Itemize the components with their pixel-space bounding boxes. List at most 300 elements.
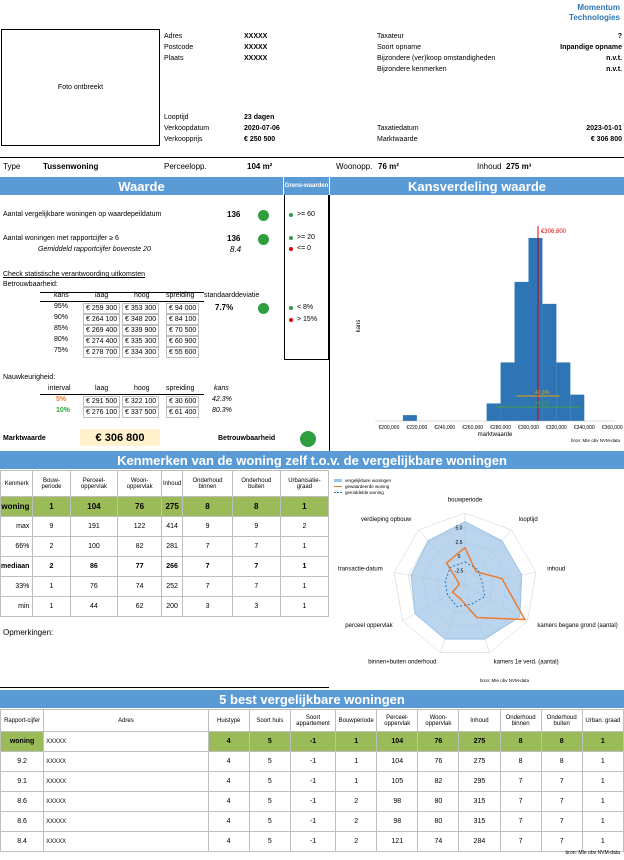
table-cell: -1 [290,752,335,772]
column-header: Rapport-cijfer [1,710,44,732]
kansverdeling-chart [330,196,624,450]
table-row [1,792,624,812]
table-cell: 1 [336,732,377,752]
gemiddeld-value: 8.4 [230,245,242,254]
column-header: Urbanisatie-graad [280,471,328,497]
x-tick-label: €240,000 [434,425,456,431]
verkoopprijs-label: Verkoopprijs [164,136,203,143]
col-header-laag: laag [95,292,109,299]
table-cell: XXXXX [44,732,208,752]
table-cell: € 348 200 [122,314,159,325]
table-cell: 1 [336,752,377,772]
table-row [1,597,329,617]
opname-label: Soort opname [377,44,421,51]
table-cell: 80 [418,792,459,812]
table-cell: 80% [54,336,69,343]
check-label: Check statistische verantwoording uitkomsten [3,271,146,278]
inhoud-value: 275 m³ [506,162,532,171]
table-cell: 5% [56,396,67,403]
table-cell: 4 [208,812,249,832]
grens1: >= 60 [297,211,315,218]
table-cell: 105 [377,772,418,792]
table-cell: min [1,597,33,617]
radar-axis-label: binnen+buiten onderhoud [368,659,437,666]
x-tick-label: €300,000 [518,425,539,431]
histogram-bar [501,362,515,421]
green-dot-icon [289,236,293,240]
radar-chart [330,470,624,688]
table-cell: € 337 500 [122,407,159,418]
perceel-label: Perceelopp. [164,162,207,171]
inhoud-label: Inhoud [477,162,502,171]
column-header: Onderhoud buiten [541,710,582,732]
column-header: Perceel-oppervlak [70,471,118,497]
photo-placeholder [1,29,160,146]
table-cell: -1 [290,832,335,852]
table-cell: 8.4 [1,832,44,852]
table-cell: 8 [232,497,280,517]
table-cell: 9.2 [1,752,44,772]
radar-axis-label: inhoud [547,566,566,573]
kenmerken-value: n.v.t. [606,66,622,73]
red-dot-icon [289,247,293,251]
x-tick-label: €260,000 [462,425,484,431]
column-header: Inhoud [161,471,182,497]
column-header: Onderhoud binnen [500,710,541,732]
table-cell: 1 [33,597,70,617]
marktwaarde-marker-label: €306,800 [540,229,567,235]
table-cell: woning [1,497,33,517]
table-cell: € 335 300 [122,336,159,347]
table-header-row [1,471,329,497]
table-cell: 7 [541,832,582,852]
status-dot-green [258,210,269,221]
table-cell: 122 [118,517,162,537]
opmerkingen-label: Opmerkingen: [3,628,54,637]
divider [329,195,330,451]
table-cell: 200 [161,597,182,617]
table-cell: 5 [249,732,290,752]
table-cell: 7 [500,772,541,792]
column-header: Adres [44,710,208,732]
table-cell: 4 [208,832,249,852]
status-dot-green [258,303,269,314]
divider [284,359,330,360]
legend-label: gewaardeerde woning [345,484,390,489]
table-cell: 10% [56,407,71,414]
column-header: Kenmerk [1,471,33,497]
radar-tick-label: -2.5 [454,568,464,575]
table-cell: max [1,517,33,537]
table-cell: € 70 500 [166,325,199,336]
col-header-kans: kans [214,385,229,392]
waarde-header [0,177,283,195]
col-header-spreiding: spreiding [166,385,195,392]
table-row [1,752,624,772]
table-cell: 5 [249,792,290,812]
table-cell: -1 [290,812,335,832]
address-label: Adres [164,33,183,40]
vergelijkbaar-label: Aantal vergelijkbare woningen op waardepeildatum [3,211,162,218]
col-header-kans: kans [54,292,69,299]
marktwaarde-top-label: Marktwaarde [377,136,418,143]
histogram-bar [515,282,529,421]
radar-tick-label: 2.5 [455,539,463,546]
table-cell: 8 [541,732,582,752]
divider [40,394,204,395]
table-cell: 77 [118,557,162,577]
table-row [1,537,329,557]
table-cell: € 259 300 [83,303,120,314]
table-cell: 95% [54,303,69,310]
table-cell: 42.3% [212,396,232,403]
table-cell: € 353 300 [122,303,159,314]
table-cell: 2 [336,832,377,852]
table-cell: 7 [232,557,280,577]
betrouwbaarheid2-label: Betrouwbaarheid [218,435,276,442]
chart-source: bron: MIe obv NVM-data [480,678,530,683]
table-cell: 33% [1,577,33,597]
table-cell: € 61 400 [166,407,199,418]
table-cell: 8 [500,752,541,772]
table-cell: 7 [183,537,232,557]
address-block [164,31,267,64]
table-cell: € 264 100 [83,314,120,325]
table-cell: 8 [541,752,582,772]
table-cell: € 278 700 [83,347,120,358]
looptijd-value: 23 dagen [244,114,275,121]
table-cell: 3 [183,597,232,617]
interval-label: 80.3% [534,401,550,407]
radar-axis-label: transactie-datum [338,566,383,573]
table-cell: 7 [183,577,232,597]
col-header-interval: interval [48,385,71,392]
table-cell: 121 [377,832,418,852]
brand-logo [569,3,620,23]
table-cell: 98 [377,812,418,832]
table-cell: 1 [582,752,623,772]
table-cell: 2 [336,792,377,812]
plaats-label: Plaats [164,55,184,62]
table-cell: mediaan [1,557,33,577]
table-cell: 1 [33,497,70,517]
legend-label: vergelijkbare woningen [345,478,392,483]
table-cell: 191 [70,517,118,537]
table-cell: 1 [280,497,328,517]
table-cell: 85% [54,325,69,332]
table-cell: 1 [582,772,623,792]
table-cell: 7 [232,537,280,557]
table-cell: 275 [161,497,182,517]
grens3: < 8% [297,304,314,311]
verkoopdatum-value: 2020-07-06 [244,125,280,132]
column-header: Soort huis [249,710,290,732]
table-cell: XXXXX [44,772,208,792]
survey-block [377,31,622,75]
taxatiedatum-value: 2023-01-01 [586,125,622,132]
table-row [1,557,329,577]
address-value: XXXXX [244,33,268,40]
table-cell: 76 [70,577,118,597]
column-header: Soort appartement [290,710,335,732]
column-header: Perceel-oppervlak [377,710,418,732]
table-cell: 2 [33,557,70,577]
radar-series [411,522,522,639]
column-header: Bouwperiode [336,710,377,732]
opname-value: Inpandige opname [560,44,622,51]
table-cell: 275 [459,732,500,752]
histogram-bar [403,415,417,421]
table-cell: 1 [336,772,377,792]
column-header: Woon-oppervlak [118,471,162,497]
plaats-value: XXXXX [244,55,268,62]
table-cell: 104 [377,752,418,772]
table-cell: 4 [208,792,249,812]
table-cell: 8.6 [1,812,44,832]
table-row [1,497,329,517]
table-cell: 7 [500,792,541,812]
x-tick-label: €200,000 [378,425,400,431]
table-cell: 5 [249,752,290,772]
table-cell: 74 [118,577,162,597]
kans-header [330,177,624,195]
marktwaarde-value: € 306 800 [80,429,160,446]
best-header [0,690,624,708]
x-tick-label: €320,000 [545,425,567,431]
table-row [1,772,624,792]
table-cell: 252 [161,577,182,597]
kenmerken-header [0,451,624,469]
table-cell: 414 [161,517,182,537]
table-cell: 2 [280,517,328,537]
table-cell: -1 [290,732,335,752]
table-cell: 5 [249,772,290,792]
radar-tick-label: 0 [457,554,461,561]
best-table-wrap [0,709,624,852]
table-cell: 76 [418,732,459,752]
radar-axis-label: bouwperiode [447,497,483,504]
table-cell: 1 [33,577,70,597]
table-cell: 104 [70,497,118,517]
status-dot-green [300,431,316,447]
table-cell: 7 [541,812,582,832]
table-cell: € 334 300 [122,347,159,358]
divider [40,301,204,302]
table-cell: XXXXX [44,832,208,852]
column-header: Bouw-periode [33,471,70,497]
table-cell: 9 [33,517,70,537]
table-cell: 1 [280,537,328,557]
gemiddeld-label: Gemiddeld rapportcijfer bovenste 20 [38,246,151,253]
table-cell: 284 [459,832,500,852]
table-cell: 8 [500,732,541,752]
taxateur-label: Taxateur [377,33,404,40]
table-row [1,732,624,752]
legend-swatch [334,479,342,482]
table-cell: 8 [183,497,232,517]
green-dot-icon [289,213,293,217]
interval-label: 42.3% [534,390,550,396]
y-axis-label: kans [356,319,362,333]
legend-label: gemiddelde woning [345,490,384,495]
grens-title: Grens-waarden [284,182,329,189]
histogram-bar [556,362,570,421]
table-cell: 7 [541,772,582,792]
x-tick-label: €340,000 [573,425,595,431]
kenmerken-table-wrap [0,470,329,617]
kans-title: Kansverdeling waarde [408,178,546,194]
radar-axis-label: looptijd [518,517,538,524]
table-cell: 295 [459,772,500,792]
table-cell: 76 [118,497,162,517]
column-header: Urban. graad [582,710,623,732]
table-cell: € 30 600 [166,396,199,407]
table-cell: -1 [290,772,335,792]
table-cell: 62 [118,597,162,617]
x-tick-label: €280,000 [490,425,512,431]
table-cell: 90% [54,314,69,321]
table-cell: 4 [208,732,249,752]
table-cell: 1 [280,577,328,597]
rapportcijfer-value: 136 [227,234,241,243]
vergelijkbaar-value: 136 [227,210,241,219]
table-cell: 3 [232,597,280,617]
nauwkeurigheid-label: Nauwkeurigheid: [3,374,56,381]
table-cell: 7 [500,832,541,852]
table-cell: 1 [280,597,328,617]
table-cell: € 339 900 [122,325,159,336]
grens-column [284,195,329,360]
marktwaarde-label: Marktwaarde [3,435,46,442]
col-header-stddev: standaarddeviatie [204,292,260,299]
rapportcijfer-label: Aantal woningen met rapportcijfer ≥ 6 [3,235,119,242]
postcode-value: XXXXX [244,44,268,51]
table-cell: 315 [459,812,500,832]
table-cell: 281 [161,537,182,557]
taxateur-value: ? [617,33,622,40]
grens4: > 15% [297,316,318,323]
divider [0,157,624,158]
col-header-laag: laag [95,385,109,392]
table-cell: 275 [459,752,500,772]
column-header: Woon-oppervlak [418,710,459,732]
valuation-block [377,123,622,145]
table-cell: 8.6 [1,792,44,812]
table-cell: 315 [459,792,500,812]
table-cell: XXXXX [44,792,208,812]
table-cell: 9 [232,517,280,537]
table-cell: 1 [280,557,328,577]
column-header: Inhoud [459,710,500,732]
chart-source: bron: MIe obv NVM-data [570,438,620,443]
table-cell: 7 [232,577,280,597]
table-cell: XXXXX [44,812,208,832]
looptijd-label: Looptijd [164,114,189,121]
type-value: Tussenwoning [43,162,99,171]
grens-header [284,177,329,195]
table-cell: 9.1 [1,772,44,792]
divider [0,687,329,688]
x-axis-label: marktwaarde [477,432,513,438]
table-cell: 66% [1,537,33,557]
table-row [1,832,624,852]
table-cell: XXXXX [44,752,208,772]
table-row [1,517,329,537]
grens2a: >= 20 [297,234,315,241]
table-cell: 80.3% [212,407,232,414]
red-dot-icon [289,318,293,322]
marktwaarde-top-value: € 306 800 [590,136,622,143]
green-dot-icon [289,306,293,310]
verkoopprijs-value: € 250 500 [244,136,276,143]
table-cell: € 55 600 [166,347,199,358]
table-cell: 44 [70,597,118,617]
brand-line2: Technologies [569,13,620,22]
betrouwbaarheid-label: Betrouwbaarheid: [3,281,58,288]
table-cell: € 60 900 [166,336,199,347]
taxatiedatum-label: Taxatiedatum [377,125,419,132]
table-cell: € 291 500 [83,396,120,407]
table-cell: 82 [418,772,459,792]
table-cell: 104 [377,732,418,752]
table-row [1,812,624,832]
table-cell: 4 [208,752,249,772]
table-cell: 100 [70,537,118,557]
table-cell: 5 [249,812,290,832]
radar-axis-label: kamers begane grond (aantal) [537,622,618,629]
table-cell: -1 [290,792,335,812]
histogram-bar [570,395,584,421]
histogram-bar [487,403,501,421]
col-header-hoog: hoog [134,385,150,392]
waarde-title: Waarde [118,178,165,194]
table-cell: 74 [418,832,459,852]
table-cell: € 274 400 [83,336,120,347]
status-dot-green [258,234,269,245]
omstandigheden-value: n.v.t. [606,55,622,62]
radar-axis-label: perceel oppervlak [345,622,393,629]
table-cell: 4 [208,772,249,792]
table-cell: woning [1,732,44,752]
best-source: bron: MIe obv NVM-data [565,850,620,856]
table-cell: 76 [418,752,459,772]
stddev-value: 7.7% [215,303,234,312]
verkoopdatum-label: Verkoopdatum [164,125,210,132]
table-cell: 1 [582,812,623,832]
x-tick-label: €220,000 [406,425,428,431]
table-cell: 7 [541,792,582,812]
col-header-spreiding: spreiding [166,292,195,299]
postcode-label: Postcode [164,44,194,51]
table-cell: 7 [500,812,541,832]
table-cell: 7 [183,557,232,577]
column-header: Onderhoud binnen [183,471,232,497]
x-tick-label: €360,000 [601,425,623,431]
table-cell: 86 [70,557,118,577]
table-cell: 75% [54,347,69,354]
table-cell: € 269 400 [83,325,120,336]
table-cell: 5 [249,832,290,852]
kenmerken-title: Kenmerken van de woning zelf t.o.v. de vergelijkbare woningen [117,452,507,468]
table-cell: 2 [336,812,377,832]
radar-axis-label: verdieping opbouw [360,517,412,524]
table-cell: 82 [118,537,162,557]
table-cell: 266 [161,557,182,577]
table-cell: 9 [183,517,232,537]
photo-label: Foto ontbreekt [57,84,104,91]
table-cell: 98 [377,792,418,812]
kenmerken-table [0,470,329,617]
